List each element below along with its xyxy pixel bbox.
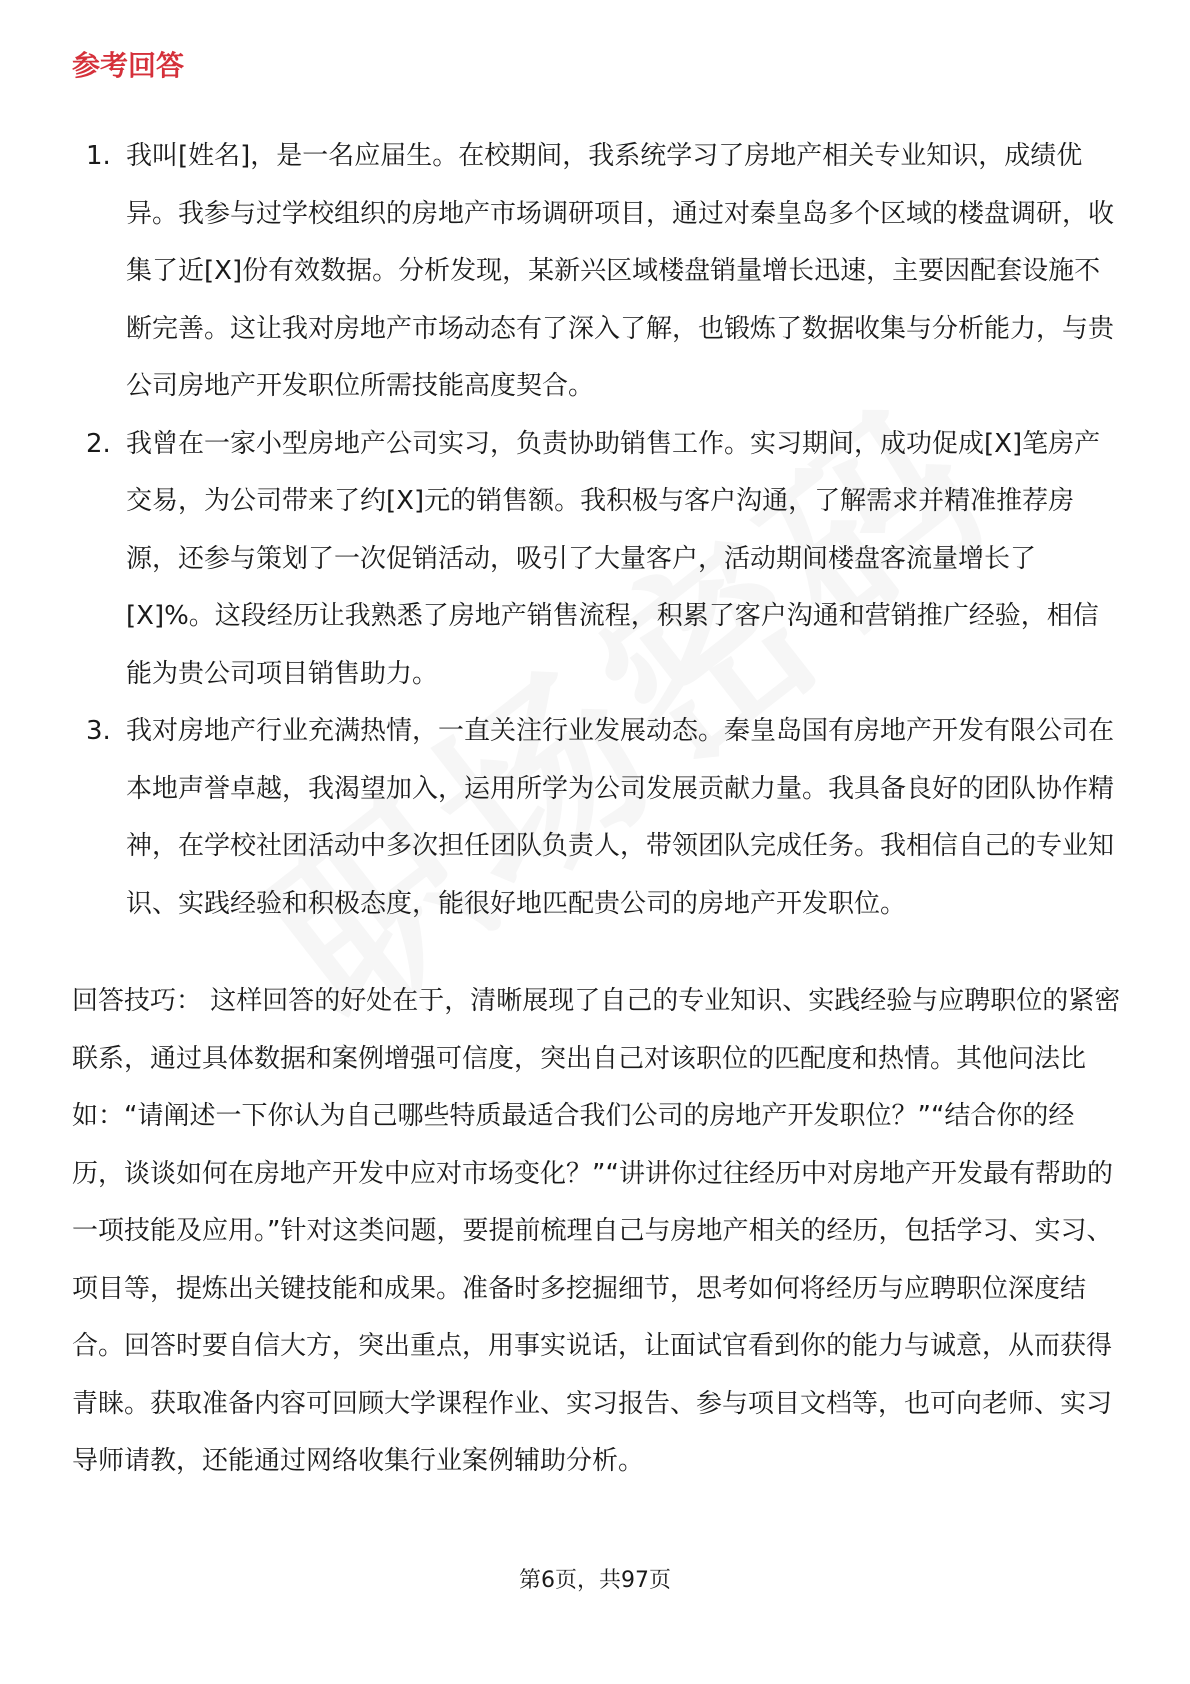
- list-item: [72, 128, 1122, 416]
- list-item-number: 2.: [86, 428, 111, 459]
- list-item-text: 我曾在一家小型房地产公司实习，负责协助销售工作。实习期间，成功促成[X]笔房产交易，为公司带来了约[X]元的销售额。我积极与客户沟通，了解需求并精准推荐房源，还参与策划了一次促销活动，吸引了大量客户，活动期间楼盘客流量增长了[X]%。这段经历让我熟悉了房地产销售流程，积累了客户沟通和营销推广经验，相信能为贵公司项目销售助力。: [126, 428, 1101, 689]
- answer-tips-paragraph: 回答技巧： 这样回答的好处在于，清晰展现了自己的专业知识、实践经验与应聘职位的紧密联系，通过具体数据和案例增强可信度，突出自己对该职位的匹配度和热情。其他问法比如：“请阐述一下你认为自己哪些特质最适合我们公司的房地产开发职位？”“结合你的经历，谈谈如何在房地产开发中应对市场变化？”“讲讲你过往经历中对房地产开发最有帮助的一项技能及应用。”针对这类问题，要提前梳理自己与房地产相关的经历，包括学习、实习、项目等，提炼出关键技能和成果。准备时多挖掘细节，思考如何将经历与应聘职位深度结合。回答时要自信大方，突出重点，用事实说话，让面试官看到你的能力与诚意，从而获得青睐。获取准备内容可回顾大学课程作业、实习报告、参与项目文档等，也可向老师、实习导师请教，还能通过网络收集行业案例辅助分析。: [72, 986, 1121, 1476]
- page-number: 第6页，共97页: [519, 1568, 671, 1593]
- answer-list: [72, 128, 1122, 933]
- document-page: [72, 40, 1122, 1491]
- list-item-text: 我叫[姓名]，是一名应届生。在校期间，我系统学习了房地产相关专业知识，成绩优异。我参与过学校组织的房地产市场调研项目，通过对秦皇岛多个区域的楼盘调研，收集了近[X]份有效数据。分析发现，某新兴区域楼盘销量增长迅速，主要因配套设施不断完善。这让我对房地产市场动态有了深入了解，也锻炼了数据收集与分析能力，与贵公司房地产开发职位所需技能高度契合。: [126, 141, 1115, 401]
- list-item-text: 我对房地产行业充满热情，一直关注行业发展动态。秦皇岛国有房地产开发有限公司在本地声誉卓越，我渴望加入，运用所学为公司发展贡献力量。我具备良好的团队协作精神，在学校社团活动中多次担任团队负责人，带领团队完成任务。我相信自己的专业知识、实践经验和积极态度，能很好地匹配贵公司的房地产开发职位。: [126, 716, 1115, 919]
- section-heading: 参考回答: [72, 49, 185, 82]
- list-item: [72, 416, 1122, 704]
- list-item: [72, 703, 1122, 933]
- list-item-number: 1.: [86, 141, 111, 171]
- list-item-number: 3.: [86, 716, 111, 746]
